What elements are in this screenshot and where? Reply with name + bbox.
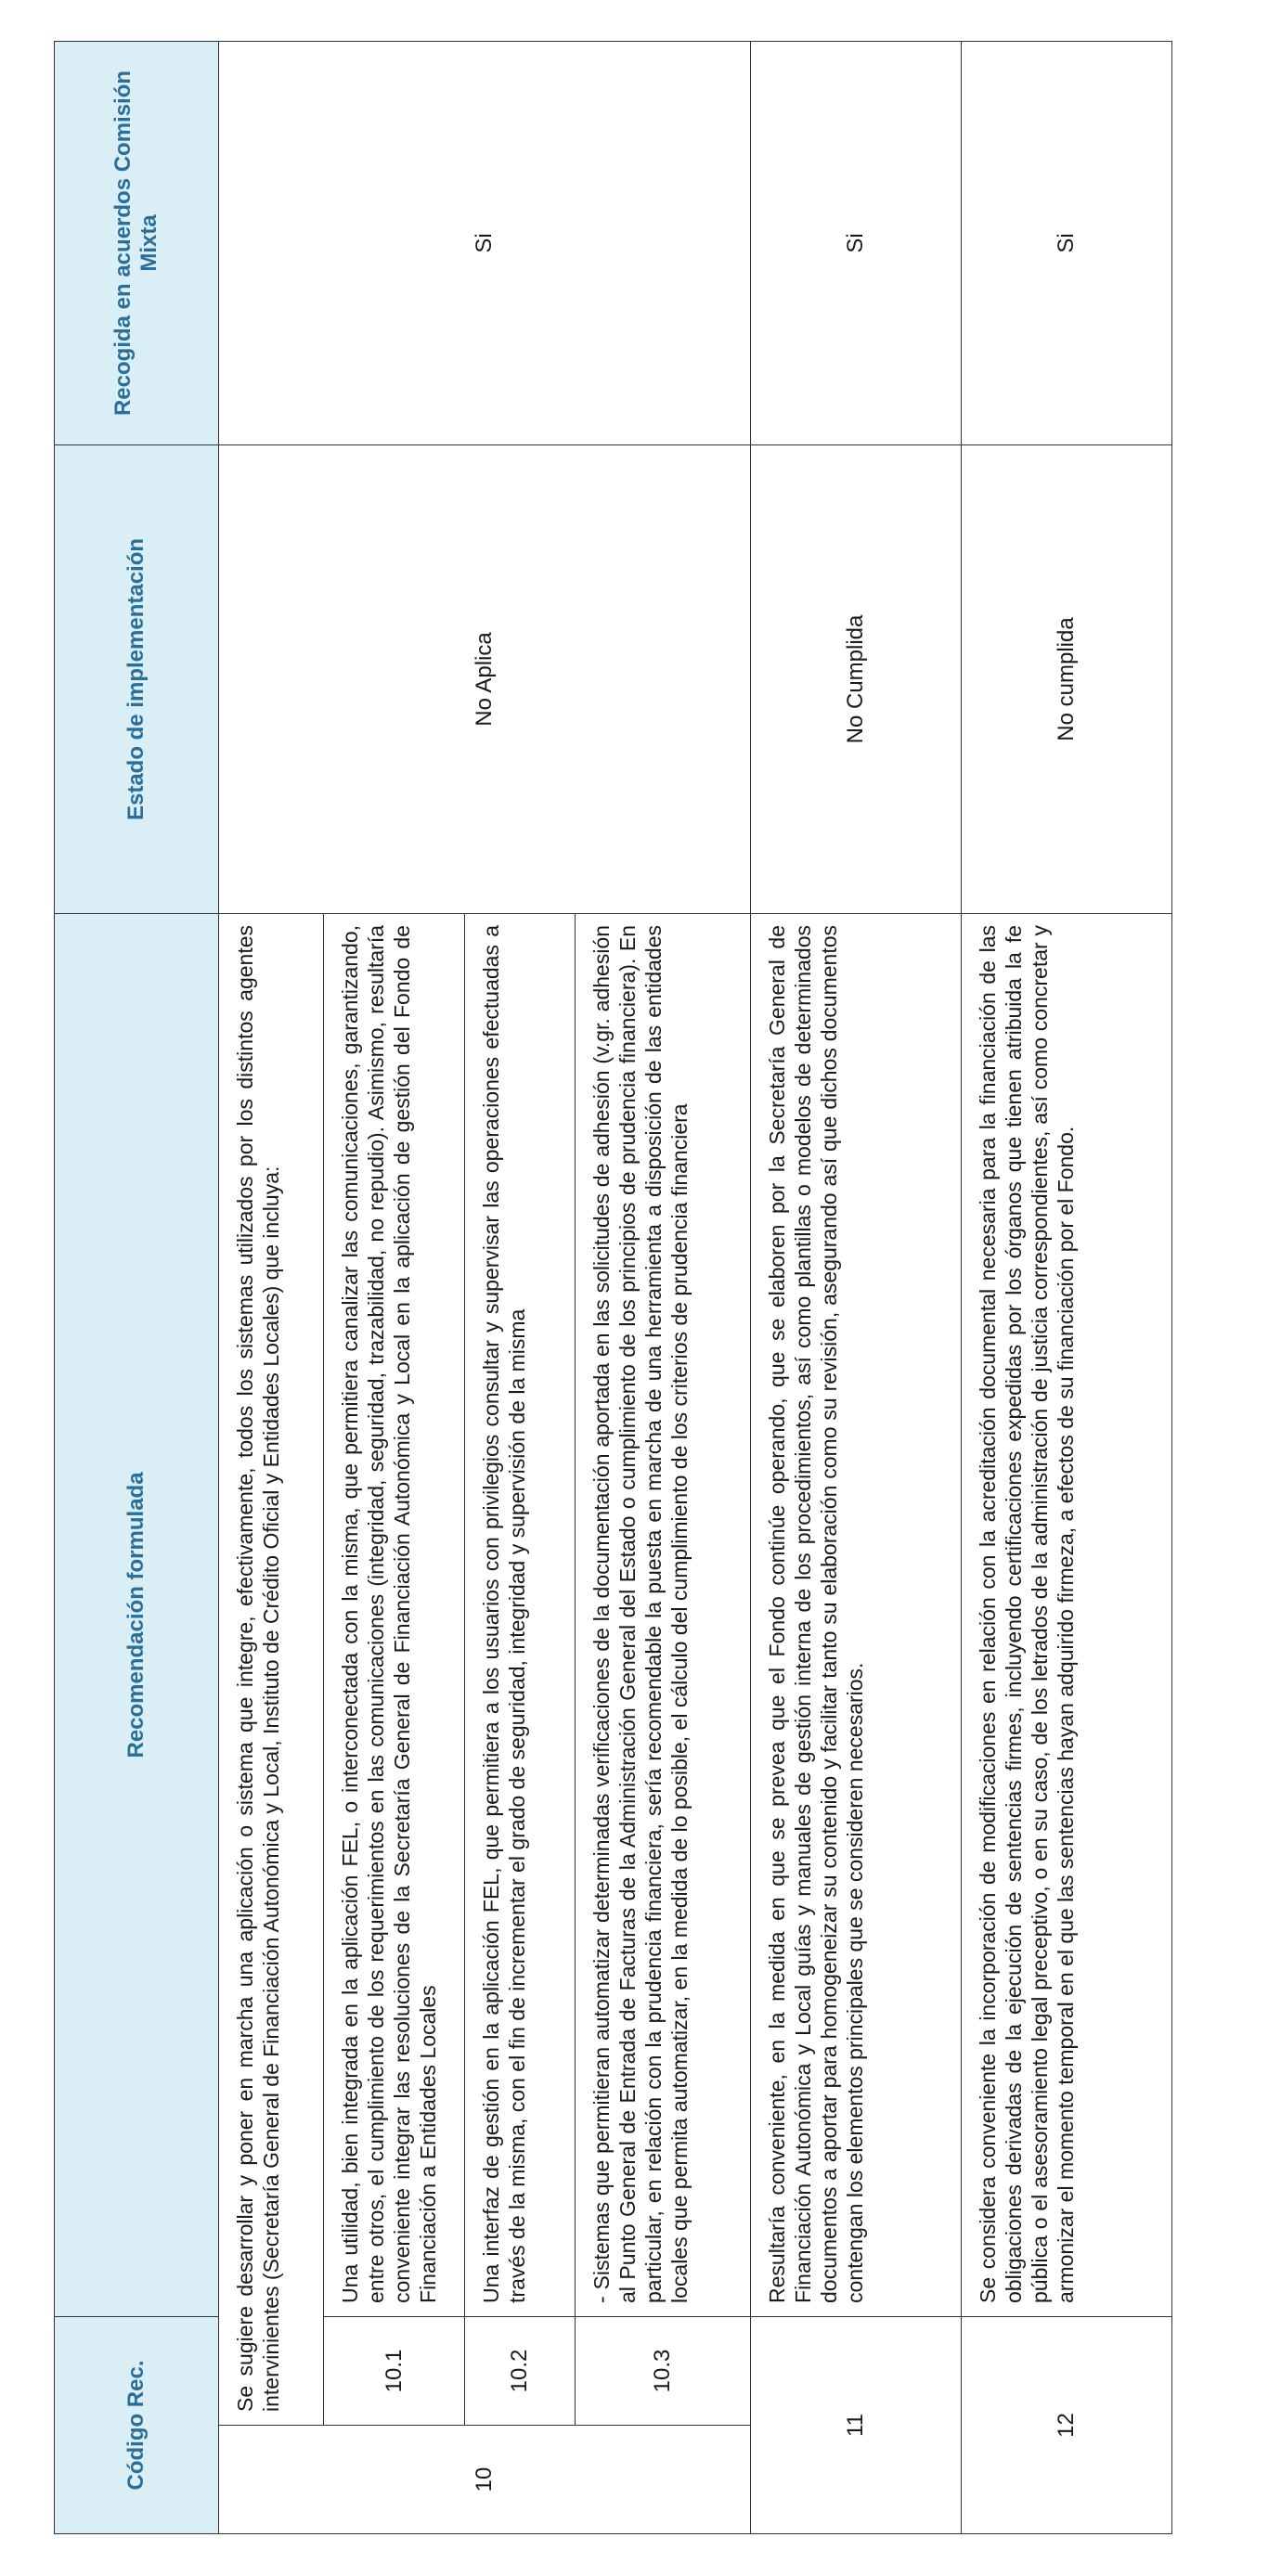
- status-10: No Aplica: [219, 444, 751, 913]
- table-header-row: [55, 41, 219, 2533]
- table-row: [219, 41, 324, 2533]
- recommendation-10-2: Una interfaz de gestión en la aplicación FEL, que permitiera a los usuarios con privilegios consultar y supervisar las operaciones efectuadas a través de la misma, con el fin de incrementar el grado de seguridad, integridad y supervisión de la misma: [465, 913, 576, 2316]
- row-code-10: 10: [219, 2426, 751, 2534]
- commission-12: Si: [962, 41, 1172, 444]
- status-12: No cumplida: [962, 444, 1172, 913]
- recommendation-12: Se considera conveniente la incorporación de modificaciones en relación con la acreditación documental necesaria para la financiación de las obligaciones derivadas de la ejecución de sentencias firmes, incluyendo certificaciones expedidas por los órganos que tienen atribuida la fe pública o el asesoramiento legal preceptivo, o en su caso, de los letrados de la administración de justicia correspondientes, así como concretar y armonizar el momento temporal en el que las sentencias hayan adquirido firmeza, a efectos de su financiación por el Fondo.: [962, 913, 1172, 2316]
- row-code-12: 12: [962, 2316, 1172, 2533]
- table-row: [962, 41, 1172, 2533]
- status-11: No Cumplida: [751, 444, 962, 913]
- row-code-10-1: 10.1: [324, 2316, 465, 2425]
- row-code-10-3: 10.3: [576, 2316, 751, 2425]
- recommendation-10-3: - Sistemas que permitieran automatizar determinadas verificaciones de la documentación aportada en las solicitudes de adhesión (v.gr. adhesión al Punto General de Entrada de Facturas de la Administración General del Estado o cumplimiento de los principios de prudencia financiera). En particular, en relación con la prudencia financiera, sería recomendable la puesta en marcha de una herramienta a disposición de las entidades locales que permita automatizar, en la medida de lo posible, el cálculo del cumplimiento de los criterios de prudencia financiera: [576, 913, 751, 2316]
- table-row: [751, 41, 962, 2533]
- row-code-11: 11: [751, 2316, 962, 2533]
- commission-11: Si: [751, 41, 962, 444]
- header-code: Código Rec.: [55, 2316, 219, 2533]
- recommendation-11: Resultaría conveniente, en la medida en que se prevea que el Fondo continúe operando, que se elaboren por la Secretaría General de Financiación Autonómica y Local guías y manuales de gestión interna de los procedimientos, así como plantillas o modelos de determinados documentos a aportar para homogeneizar su contenido y facilitar tanto su elaboración como su revisión, asegurando así que dichos documentos contengan los elementos principales que se consideren necesarios.: [751, 913, 962, 2316]
- row-code-10-2: 10.2: [465, 2316, 576, 2425]
- recommendations-table: [54, 41, 1172, 2534]
- header-status: Estado de implementación: [55, 444, 219, 913]
- commission-10: Si: [219, 41, 751, 444]
- recommendation-10-intro: Se sugiere desarrollar y poner en marcha una aplicación o sistema que integre, efectivamente, todos los sistemas utilizados por los distintos agentes intervinientes (Secretaría General de Financiación Autonómica y Local, Instituto de Crédito Oficial y Entidades Locales) que incluya:: [219, 913, 324, 2425]
- recommendation-10-1: Una utilidad, bien integrada en la aplicación FEL, o interconectada con la misma, que permitiera canalizar las comunicaciones, garantizando, entre otros, el cumplimiento de los requerimientos en las comunicaciones (integridad, seguridad, trazabilidad, no repudio). Asimismo, resultaría conveniente integrar las resoluciones de la Secretaría General de Financiación Autonómica y Local en la aplicación de gestión del Fondo de Financiación a Entidades Locales: [324, 913, 465, 2316]
- header-commission: Recogida en acuerdos Comisión Mixta: [55, 41, 219, 444]
- header-recommendation: Recomendación formulada: [55, 913, 219, 2316]
